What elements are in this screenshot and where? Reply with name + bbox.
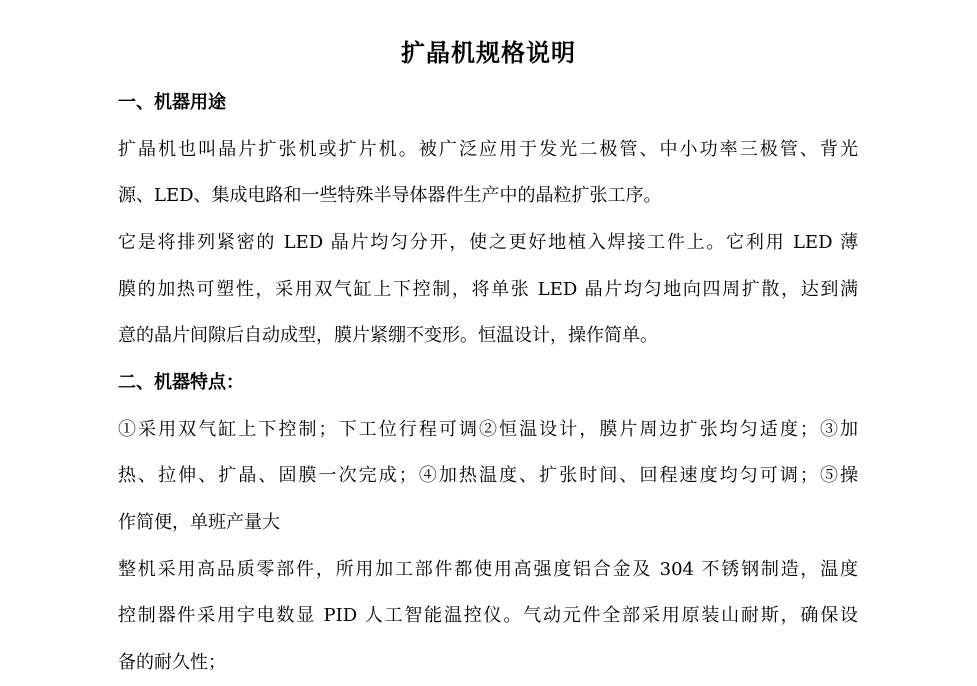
paragraph-line: ①采用双气缸上下控制；下工位行程可调②恒温设计，膜片周边扩张均匀适度；③加 (118, 419, 858, 440)
paragraph-line: 整机采用高品质零部件，所用加工部件都使用高强度铝合金及 304 不锈钢制造，温度 (118, 559, 858, 580)
paragraph-line: 备的耐久性； (118, 652, 226, 673)
paragraph-line: 源、LED、集成电路和一些特殊半导体器件生产中的晶粒扩张工序。 (118, 185, 662, 206)
section-heading-purpose: 一、机器用途 (118, 92, 226, 113)
paragraph-line: 热、拉伸、扩晶、固膜一次完成；④加热温度、扩张时间、回程速度均匀可调；⑤操 (118, 465, 858, 486)
paragraph-line: 它是将排列紧密的 LED 晶片均匀分开，使之更好地植入焊接工件上。它利用 LED 薄 (118, 232, 858, 253)
paragraph-line: 控制器件采用宇电数显 PID 人工智能温控仪。气动元件全部采用原装山耐斯，确保设 (118, 605, 858, 626)
page-title: 扩晶机规格说明 (401, 38, 576, 67)
paragraph-line: 膜的加热可塑性，采用双气缸上下控制，将单张 LED 晶片均匀地向四周扩散，达到满 (118, 279, 858, 300)
paragraph-line: 扩晶机也叫晶片扩张机或扩片机。被广泛应用于发光二极管、中小功率三极管、背光 (118, 139, 858, 160)
paragraph-line: 意的晶片间隙后自动成型，膜片紧绷不变形。恒温设计，操作简单。 (118, 325, 658, 346)
section-heading-features: 二、机器特点： (118, 372, 244, 393)
paragraph-line: 作简便，单班产量大 (118, 512, 280, 533)
